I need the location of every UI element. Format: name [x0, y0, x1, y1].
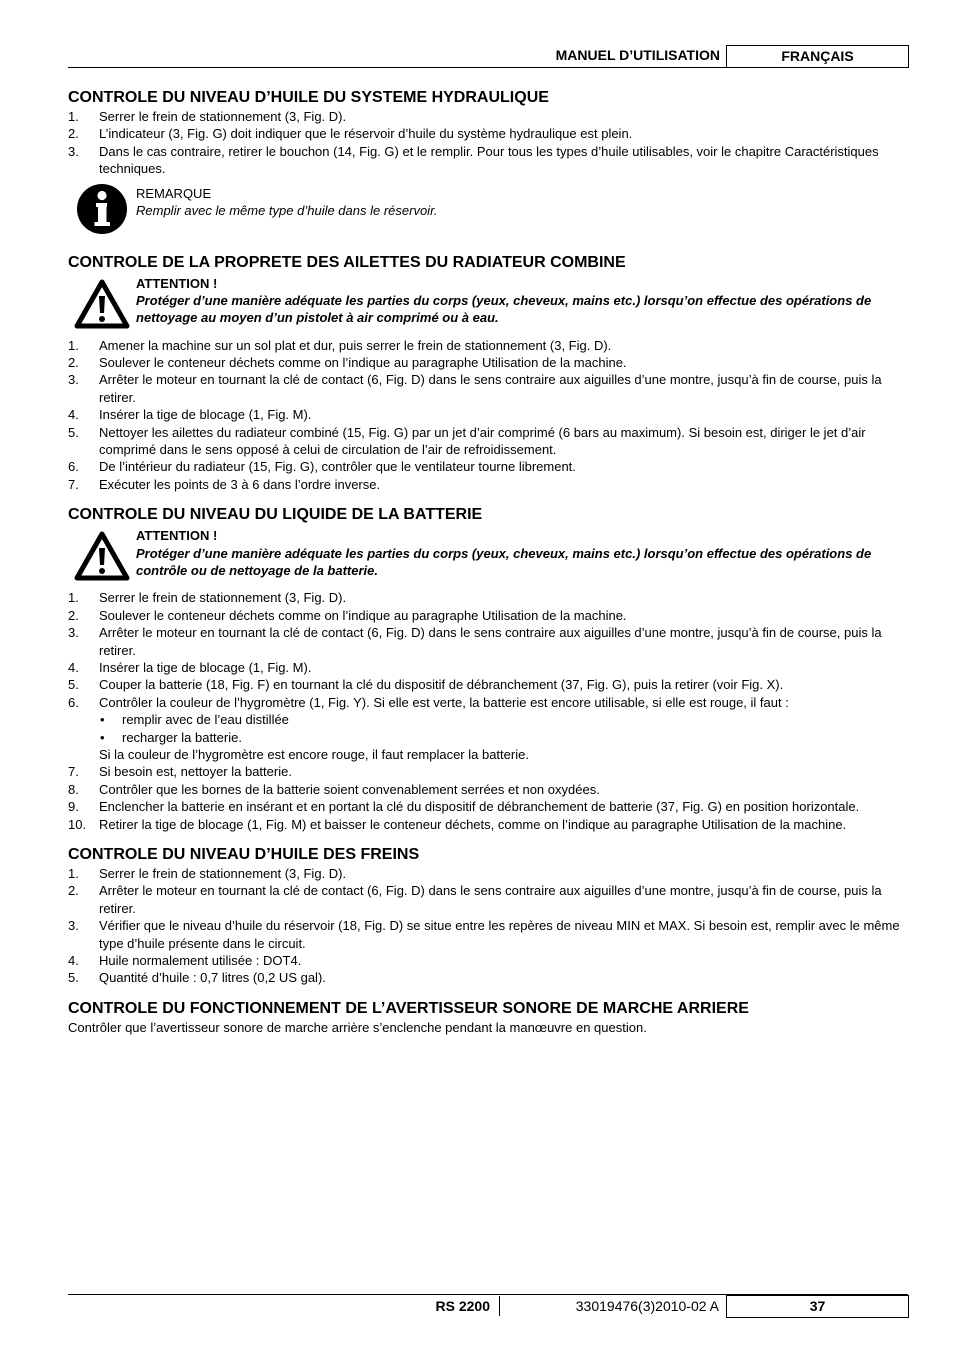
bullet-item: • remplir avec de l’eau distillée	[99, 711, 904, 728]
list-item: 6. Contrôler la couleur de l’hygromètre (1, Fig. Y). Si elle est verte, la batterie est encore utilisable, si elle est rouge, il faut : • remplir avec de l’eau distillée • recharger la batterie. Si la couleur de l’hygromètre est encore rouge, il faut remplacer la batterie.	[68, 694, 904, 764]
paragraph: Contrôler que l’avertisseur sonore de marche arrière s’enclenche pendant la manœuvre en question.	[68, 1019, 647, 1035]
list-item: 6. De l’intérieur du radiateur (15, Fig. G), contrôler que le ventilateur tourne librement.	[68, 459, 576, 475]
steps-brake-oil	[68, 865, 904, 987]
list-item: 1. Serrer le frein de stationnement (3, Fig. D).	[68, 590, 347, 606]
list-item: 4. Insérer la tige de blocage (1, Fig. M).	[68, 407, 312, 423]
warning-text: Protéger d’une manière adéquate les parties du corps (yeux, cheveux, mains etc.) lorsqu’on effectue des opérations de contrôle ou de nettoyage de la batterie.	[136, 545, 872, 579]
steps-battery	[68, 589, 904, 833]
list-item: 2. L’indicateur (3, Fig. G) doit indiquer que le réservoir d’huile du système hydraulique est plein.	[68, 126, 633, 142]
list-item: 9. Enclencher la batterie en insérant et en portant la clé du dispositif de débranchement de batterie (37, Fig. G) en position horizontale.	[68, 799, 860, 815]
header-language-box: FRANÇAIS	[726, 45, 909, 68]
page-number: 37	[726, 1295, 909, 1318]
section-title-hydraulic-oil: CONTROLE DU NIVEAU D’HUILE DU SYSTEME HYDRAULIQUE	[68, 89, 549, 106]
list-item: 7. Si besoin est, nettoyer la batterie.	[68, 764, 292, 780]
list-item: 4. Huile normalement utilisée : DOT4.	[68, 953, 302, 968]
section-title-battery: CONTROLE DU NIVEAU DU LIQUIDE DE LA BATTERIE	[68, 506, 483, 524]
list-item: 1. Serrer le frein de stationnement (3, Fig. D).	[68, 865, 347, 881]
bullet-list	[99, 711, 904, 746]
header-title: MANUEL D’UTILISATION	[555, 47, 720, 63]
list-item: 2. Soulever le conteneur déchets comme on l’indique au paragraphe Utilisation de la machine.	[68, 607, 627, 623]
list-item: 5. Nettoyer les ailettes du radiateur combiné (15, Fig. G) par un jet d’air comprimé (6 bars au maximum). Si besoin est, diriger le jet d’air comprimé dans le sens opposé à celui de circulation de l’air de refroidissement.	[68, 424, 866, 458]
steps-radiator	[68, 337, 904, 494]
info-icon	[76, 183, 128, 239]
note-text: Remplir avec le même type d’huile dans le réservoir.	[136, 203, 438, 219]
list-item: 3. Arrêter le moteur en tournant la clé de contact (6, Fig. D) dans le sens contraire aux aiguilles d’une montre, jusqu’à fin de course, puis la retirer.	[68, 372, 882, 405]
warning-text: Protéger d’une manière adéquate les parties du corps (yeux, cheveux, mains etc.) lorsqu’on effectue des opérations de nettoyage au moyen d’un pistolet à air comprimé ou à eau.	[136, 293, 872, 326]
list-item: 5. Quantité d’huile : 0,7 litres (0,2 US gal).	[68, 970, 326, 986]
note-label: REMARQUE	[136, 185, 212, 201]
list-item: 8. Contrôler que les bornes de la batterie soient convenablement serrées et non oxydées.	[68, 781, 600, 797]
footer-document-code: 33019476(3)2010-02 A	[575, 1298, 719, 1314]
list-item: 4. Insérer la tige de blocage (1, Fig. M).	[68, 659, 312, 675]
list-item: 3. Vérifier que le niveau d’huile du réservoir (18, Fig. D) se situe entre les repères de niveau MIN et MAX. Si besoin est, remplir avec le même type d’huile présente dans le circuit.	[68, 918, 900, 951]
footer-separator	[499, 1296, 500, 1316]
list-item: 5. Couper la batterie (18, Fig. F) en tournant la clé du dispositif de débranchement (37, Fig. G), puis la retirer (voir Fig. X).	[68, 677, 784, 693]
list-item: 1. Amener la machine sur un sol plat et dur, puis serrer le frein de stationnement (3, Fig. D).	[68, 337, 612, 353]
warning-label: ATTENTION !	[136, 275, 218, 291]
list-item: 1. Serrer le frein de stationnement (3, Fig. D).	[68, 109, 347, 124]
bullet-item: • recharger la batterie.	[99, 729, 904, 746]
warning-icon	[74, 279, 130, 333]
footer-model: RS 2200	[435, 1298, 490, 1314]
list-item: 3. Dans le cas contraire, retirer le bouchon (14, Fig. G) et le remplir. Pour tous les types d’huile utilisables, voir le chapitre Caractéristiques techniques.	[68, 143, 879, 177]
list-item: 2. Soulever le conteneur déchets comme on l’indique au paragraphe Utilisation de la machine.	[68, 355, 627, 371]
header-rule	[68, 67, 908, 68]
list-item: 10. Retirer la tige de blocage (1, Fig. M) et baisser le conteneur déchets, comme on l’indique au paragraphe Utilisation de la machine.	[68, 816, 847, 832]
warning-box	[68, 275, 904, 337]
page-content	[68, 88, 904, 1036]
list-item: 3. Arrêter le moteur en tournant la clé de contact (6, Fig. D) dans le sens contraire aux aiguilles d’une montre, jusqu’à fin de course, puis la retirer.	[68, 625, 882, 658]
step-note: Si la couleur de l’hygromètre est encore rouge, il faut remplacer la batterie.	[99, 746, 529, 762]
steps-hydraulic-oil	[68, 108, 904, 178]
list-item: 7. Exécuter les points de 3 à 6 dans l’ordre inverse.	[68, 476, 381, 492]
list-item: 2. Arrêter le moteur en tournant la clé de contact (6, Fig. D) dans le sens contraire aux aiguilles d’une montre, jusqu’à fin de course, puis la retirer.	[68, 883, 882, 916]
section-title-brake-oil: CONTROLE DU NIVEAU D’HUILE DES FREINS	[68, 845, 420, 863]
warning-label: ATTENTION !	[136, 528, 218, 544]
section-title-reverse-alarm: CONTROLE DU FONCTIONNEMENT DE L’AVERTISSEUR SONORE DE MARCHE ARRIERE	[68, 999, 749, 1017]
warning-box	[68, 527, 904, 589]
warning-icon	[74, 531, 130, 585]
section-title-radiator: CONTROLE DE LA PROPRETE DES AILETTES DU RADIATEUR COMBINE	[68, 253, 626, 271]
note-box	[68, 185, 904, 243]
